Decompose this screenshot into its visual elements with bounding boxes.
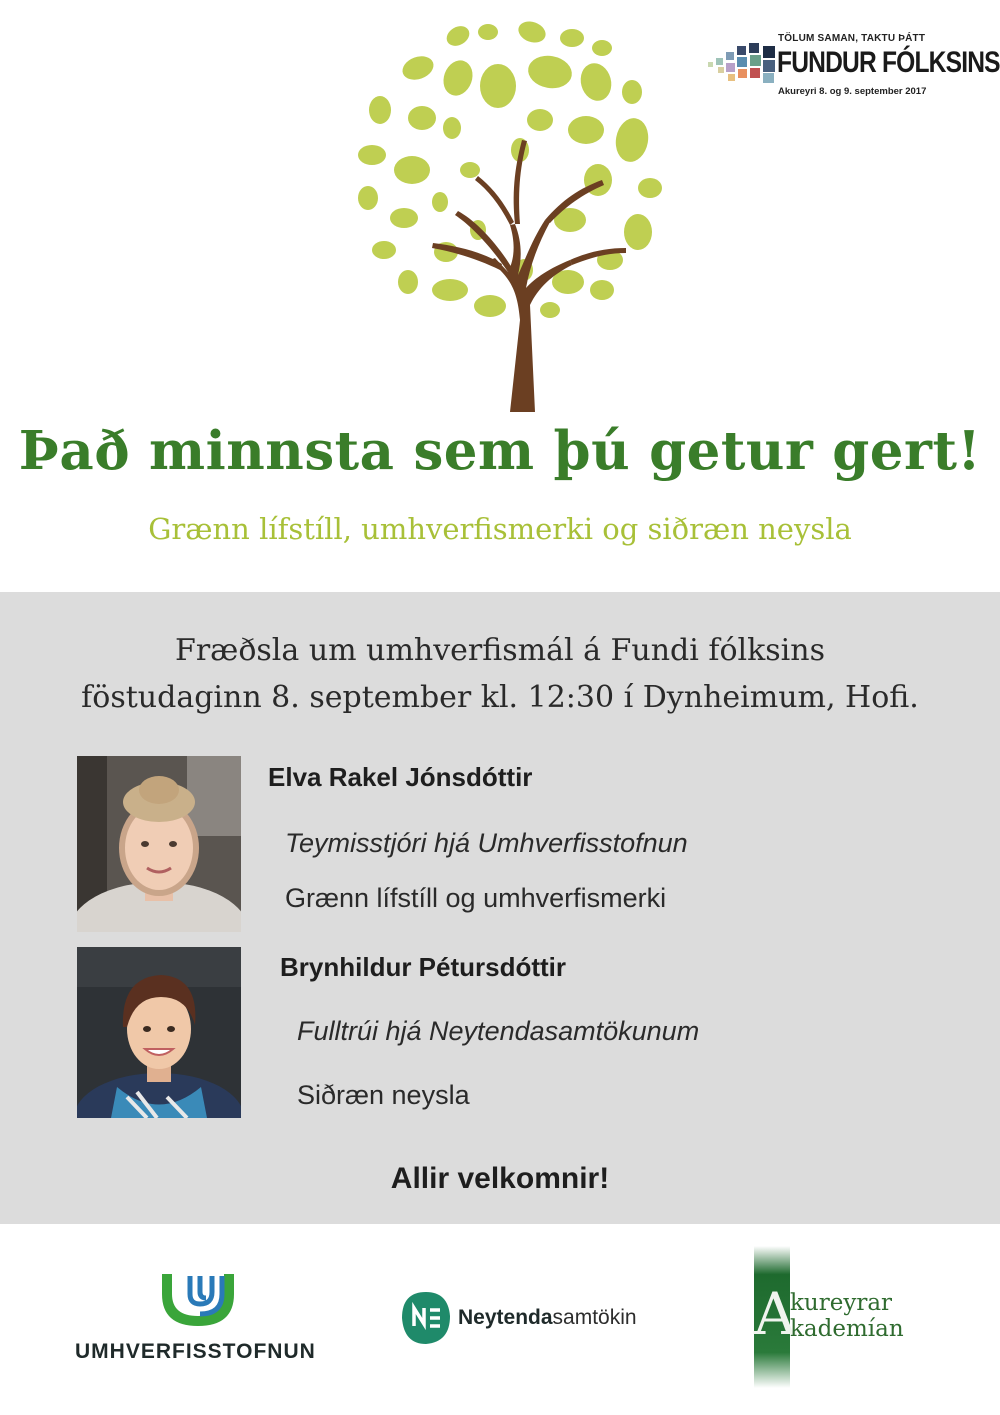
subheadline: Grænn lífstíll, umhverfismerki og siðræn neysla [148,512,852,546]
speaker-2-topic: Siðræn neysla [297,1080,470,1110]
neytendasamtokin-logo-icon [400,1290,452,1346]
fundur-folksins-logo-text: FUNDUR FÓLKSINS [777,46,1000,79]
akademian-logo-letter: A [754,1280,796,1348]
speaker-1-role: Teymisstjóri hjá Umhverfisstofnun [285,828,688,858]
speaker-2-name: Brynhildur Pétursdóttir [280,952,567,982]
headline: Það minnsta sem þú getur gert! [18,420,982,482]
welcome-message: Allir velkomnir! [390,1162,610,1195]
neytendasamtokin-logo-text: Neytendasamtökin [458,1306,637,1329]
speaker-1-photo [77,756,241,932]
intro-line-1: Fræðsla um umhverfismál á Fundi fólksins [175,633,825,668]
umhverfisstofnun-logo-icon [160,1272,236,1328]
intro-line-2: föstudaginn 8. september kl. 12:30 í Dynheimum, Hofi. [81,680,919,715]
tree-illustration [340,20,700,415]
speaker-2-role: Fulltrúi hjá Neytendasamtökunum [297,1016,700,1046]
akademian-logo-line-2: kademían [790,1316,904,1342]
fundur-folksins-tagline: TÖLUM SAMAN, TAKTU ÞÁTT [778,33,926,44]
akademian-logo-line-1: kureyrar [790,1290,893,1316]
speaker-2-photo [77,947,241,1118]
speaker-1-name: Elva Rakel Jónsdóttir [268,762,533,792]
umhverfisstofnun-logo-text: UMHVERFISSTOFNUN [75,1340,316,1363]
speaker-1-topic: Grænn lífstíll og umhverfismerki [285,883,667,913]
fundur-folksins-mosaic-icon [706,40,778,85]
fundur-folksins-dates: Akureyri 8. og 9. september 2017 [778,86,927,97]
